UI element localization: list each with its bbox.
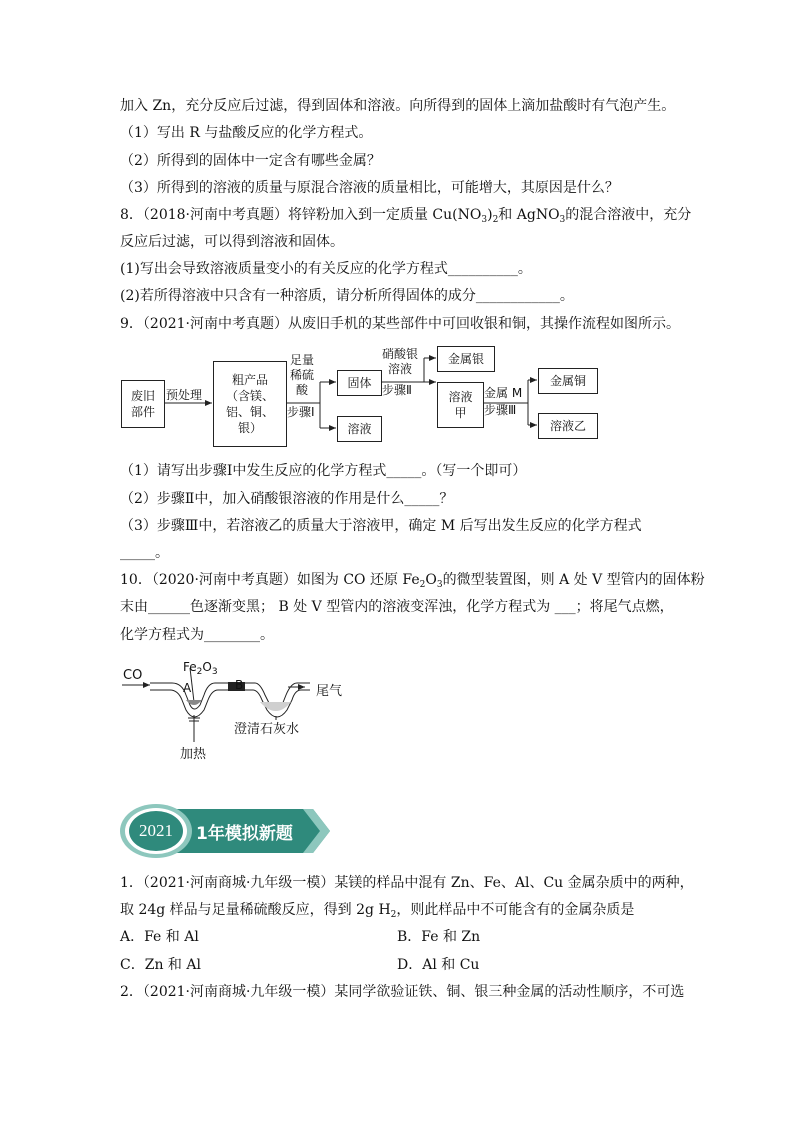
label-b: B [235,678,244,692]
q7-sub3: （3）所得到的溶液的质量与原混合溶液的质量相比，可能增大，其原因是什么？ [120,180,619,196]
m1-line1: 1．（2021·河南商城·九年级一模）某镁的样品中混有 Zn、Fe、Al、Cu 金属杂质中的两种， [120,875,694,891]
flow-box-solution-jia: 溶液甲 [437,382,484,428]
flow-box-solution: 溶液 [337,416,382,442]
flow-box-solution-yi: 溶液乙 [538,413,598,439]
q7-sub2: （2）所得到的固体中一定含有哪些金属？ [120,153,381,169]
label-a: A [183,681,192,695]
label-co: CO [123,668,143,683]
flow-label-dilute-sulfuric-acid: 足量稀硫酸 [289,353,314,397]
flow-label-step2: 步骤Ⅱ [382,383,412,397]
m1-option-d: D．Al 和 Cu [397,957,480,973]
q8-line1: 8．（2018·河南中考真题）将锌粉加入到一定质量 $Cu(NO_3)_2$和 AgNO$_3$的混合溶液中，充分 [120,207,692,225]
flow-box-silver: 金属银 [437,346,495,372]
q10-line3: 化学方程式为________。 [120,627,274,643]
flow-box-solid: 固体 [337,370,382,396]
label-heating: 加热 [180,747,207,762]
co-apparatus-diagram [110,650,370,765]
label-fe2o3: $Fe_2O_3$ [183,660,218,677]
flow-label-step3: 步骤Ⅲ [484,403,517,417]
flow-box-waste-parts: 废旧部件 [121,380,165,428]
flow-label-metal-m: 金属 M [484,386,523,400]
flow-box-crude-product: 粗产品（含镁、铝、铜、银） [213,361,287,447]
q10-line2: 末由______色逐渐变黑； B 处 V 型管内的溶液变浑浊，化学方程式为 ___；将尾气点燃， [120,599,674,615]
m1-line2: 取 24g 样品与足量稀硫酸反应，得到 2g $H_2$，则此样品中不可能含有的金属杂质是 [120,902,635,920]
label-limewater: 澄清石灰水 [234,722,300,737]
m2-line1: 2．（2021·河南商城·九年级一模）某同学欲验证铁、铜、银三种金属的活动性顺序，不可选 [120,984,685,1000]
m1-option-b: B．Fe 和 Zn [397,929,481,945]
flow-label-step1: 步骤Ⅰ [287,405,315,419]
q9-sub3: （3）步骤Ⅲ中，若溶液乙的质量大于溶液甲，确定 M 后写出发生反应的化学方程式 [120,518,642,534]
m1-option-c: C．Zn 和 Al [120,957,201,973]
q7-line1: 加入 Zn，充分反应后过滤，得到固体和溶液。向所得到的固体上滴加盐酸时有气泡产生。 [120,98,676,114]
banner-title: 1年模拟新题 [196,824,293,844]
flow-label-silver-nitrate: 硝酸银溶液 [381,347,418,376]
q8-sub1: (1)写出会导致溶液质量变小的有关反应的化学方程式__________。 [120,261,532,277]
q9-sub3-blank: _____。 [120,545,169,561]
flow-label-pretreatment: 预处理 [166,388,203,402]
flow-box-copper: 金属铜 [538,368,598,394]
q8-sub2: (2)若所得溶液中只含有一种溶质，请分析所得固体的成分____________。 [120,288,574,304]
q9-line1: 9．（2021·河南中考真题）从废旧手机的某些部件中可回收银和铜，其操作流程如图所示。 [120,316,680,332]
q8-line2: 反应后过滤，可以得到溶液和固体。 [120,234,344,250]
m1-option-a: A．Fe 和 Al [120,929,199,945]
q7-sub1: （1）写出 R 与盐酸反应的化学方程式。 [120,125,373,141]
banner-year: 2021 [139,821,173,840]
label-tail-gas: 尾气 [316,684,343,699]
q10-line1: 10．（2020·河南中考真题）如图为 CO 还原 $Fe_2O_3$的微型装置图，则 A 处 V 型管内的固体粉 [120,572,705,590]
q9-sub2: （2）步骤Ⅱ中，加入硝酸银溶液的作用是什么_____？ [120,491,454,507]
q9-sub1: （1）请写出步骤Ⅰ中发生反应的化学方程式_____。（写一个即可） [120,463,527,479]
